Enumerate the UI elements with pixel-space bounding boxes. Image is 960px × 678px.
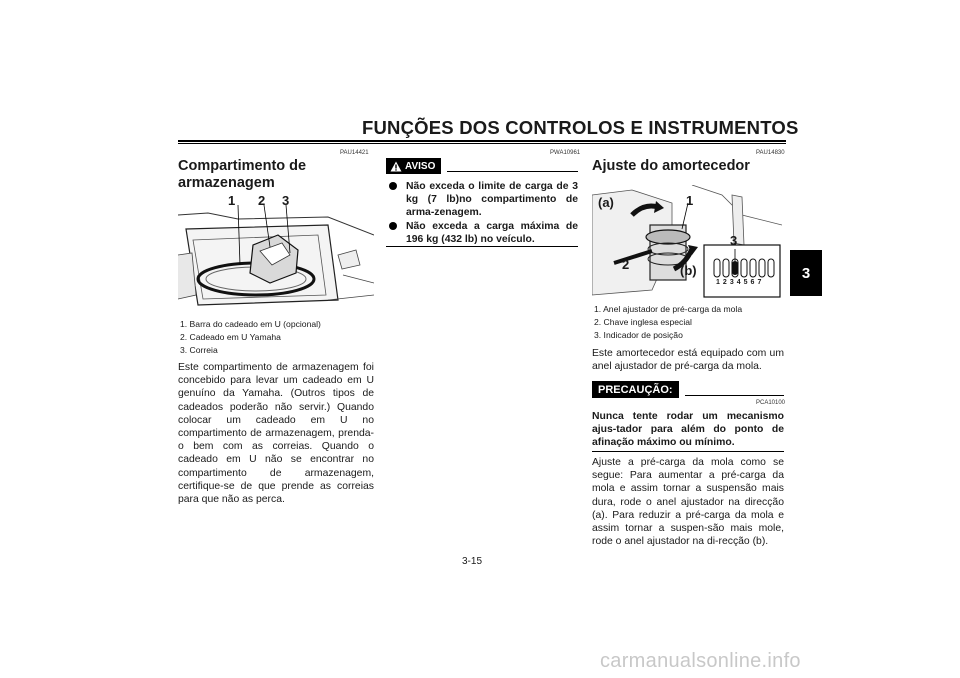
section-code: PAU14830	[756, 150, 785, 156]
caption-item: 3. Indicador de posição	[594, 330, 683, 340]
storage-illustration	[178, 195, 374, 315]
figure-label-a: (a)	[598, 195, 614, 210]
section-heading-storage: Compartimento de armazenagem	[178, 158, 307, 191]
figure-label-1: 1	[228, 193, 236, 208]
header-rule-thin	[178, 143, 786, 144]
warning-item: Não exceda a carga máxima de 196 kg (432 lb) no veículo.	[388, 220, 578, 246]
section-code: PAU14421	[340, 150, 369, 156]
caution-code: PCA10100	[756, 400, 786, 406]
caution-text: Nunca tente rodar um mecanismo ajus-tador para além do ponto de afinação máximo ou mínimo.	[592, 411, 784, 449]
warning-triangle-icon	[390, 161, 402, 172]
figure-captions-shock	[594, 303, 794, 342]
caution-badge: PRECAUÇÃO:	[592, 381, 679, 398]
caption-item: 2. Cadeado em U Yamaha	[180, 332, 281, 342]
caution-bottom-rule	[592, 451, 784, 452]
warning-header	[386, 158, 578, 174]
shock-intro: Este amortecedor está equipado com um anel ajustador de pré-carga da mola.	[592, 348, 784, 373]
figure-label-2: 2	[622, 257, 630, 272]
storage-paragraph: Este compartimento de armazenagem foi concebido para levar um cadeado em U genuíno da Yamaha. (Outros tipos de cadeados poderão não servir.) Quando colocar um cadeado em U no compartimento de armazenagem, prenda-o bem com as correias. Quando o cadeado em U não se encontrar no compartimento de armazenagem, certifique-se de que prende as correias para que não as perca.	[178, 362, 374, 506]
caption-item: 3. Correia	[180, 345, 218, 355]
warning-code: PWA10961	[550, 150, 581, 156]
page-number: 3-15	[462, 556, 483, 567]
section-heading-shock: Ajuste do amortecedor	[592, 158, 750, 174]
figure-label-2: 2	[258, 193, 266, 208]
shock-paragraph: Ajuste a pré-carga da mola como se segue: Para aumentar a pré-carga da mola e assim tornar a suspensão mais dura, rode o anel ajustador na direcção (a). Para reduzir a pré-carga da mola e assim tornar a suspen-são mais mole, rode o anel ajustador na di-recção (b).	[592, 457, 784, 548]
figure-captions-storage	[180, 318, 380, 357]
watermark: carmanualsonline.info	[600, 650, 801, 672]
caption-item: 1. Anel ajustador de pré-carga da mola	[594, 304, 743, 314]
bullet-icon	[389, 222, 397, 230]
warning-bottom-rule	[386, 246, 578, 247]
caption-item: 1. Barra do cadeado em U (opcional)	[180, 319, 321, 329]
chapter-tab: 3	[790, 250, 822, 296]
warning-rule	[447, 171, 578, 172]
position-scale: 1 2 3 4 5 6 7	[716, 279, 762, 286]
caption-item: 2. Chave inglesa especial	[594, 317, 692, 327]
warning-item: Não exceda o limite de carga de 3 kg (7 lb)no compartimento de arma-zenagem.	[388, 180, 578, 220]
storage-compartment-figure	[178, 195, 374, 315]
figure-label-3: 3	[730, 233, 738, 248]
warning-badge	[386, 158, 441, 174]
figure-label-1: 1	[686, 193, 694, 208]
shock-adjuster-figure	[592, 185, 782, 300]
header-rule	[178, 140, 786, 142]
figure-label-3: 3	[282, 193, 290, 208]
warning-badge-label: AVISO	[405, 160, 436, 172]
page-header-title: FUNÇÕES DOS CONTROLOS E INSTRUMENTOS	[362, 117, 799, 138]
figure-label-b: (b)	[680, 263, 697, 278]
caution-header	[592, 381, 784, 398]
warning-list	[388, 180, 578, 246]
caution-rule	[685, 395, 784, 396]
bullet-icon	[389, 182, 397, 190]
